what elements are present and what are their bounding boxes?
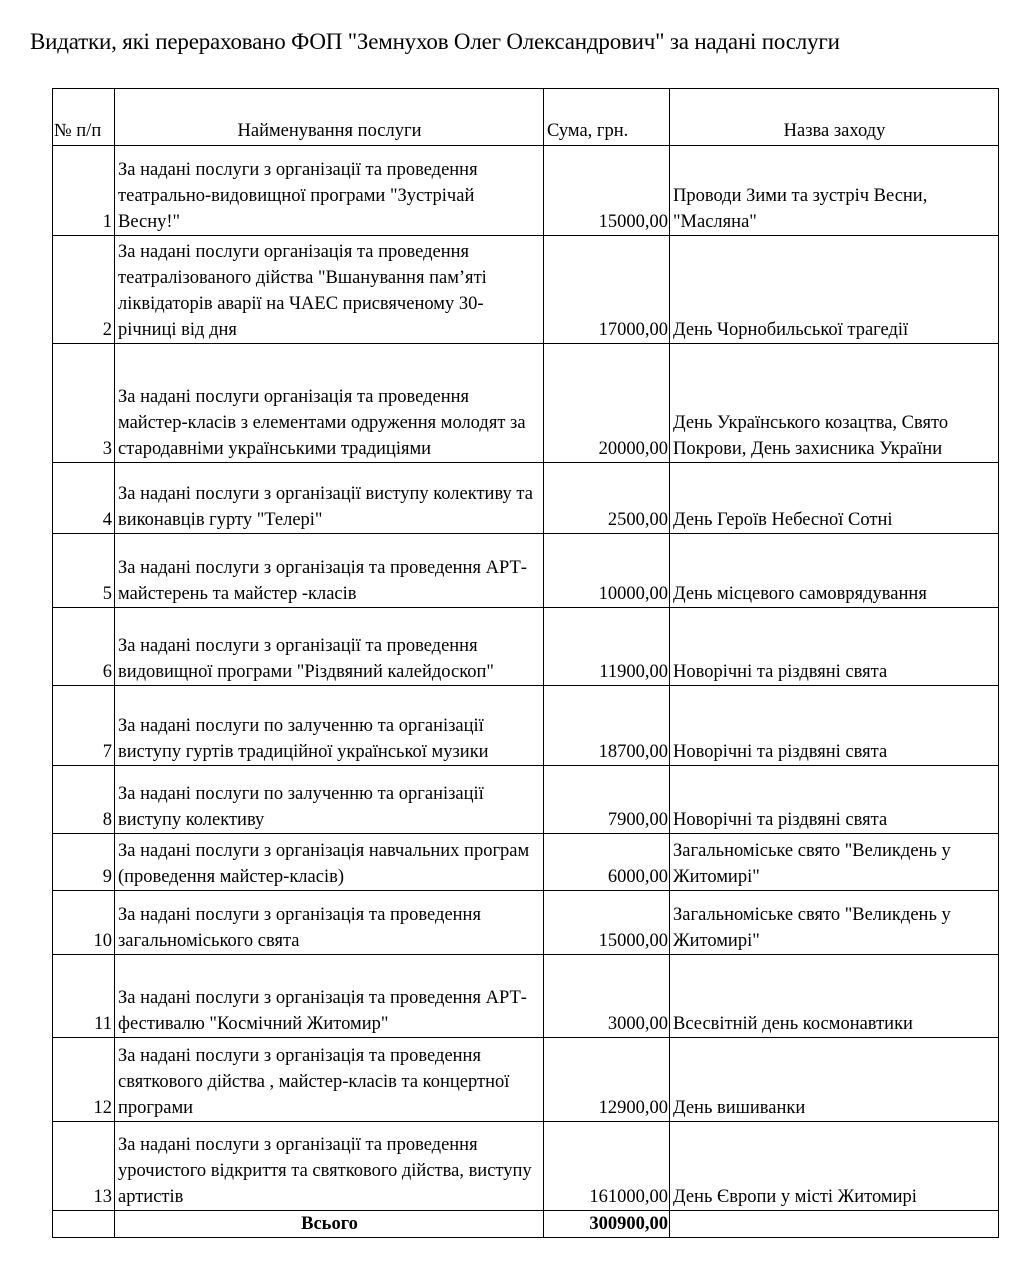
table-row (53, 534, 999, 608)
header-service-name: Найменування послуги (115, 89, 544, 146)
table-row (53, 686, 999, 766)
row-service-name: За надані послуги по залученню та організації виступу колективу (115, 766, 544, 834)
table-row (53, 463, 999, 534)
row-event-name: День Чорнобильської трагедії (670, 236, 999, 344)
table-row (53, 608, 999, 686)
table-row (53, 834, 999, 891)
row-event-name: Новорічні та різдвяні свята (670, 766, 999, 834)
table-row (53, 344, 999, 463)
total-event-cell (670, 1211, 999, 1238)
row-num: 9 (53, 834, 115, 891)
row-service-name: За надані послуги організація та проведення майстер-класів з елементами одруження молодят за стародавніми українськими традиціями (115, 344, 544, 463)
row-event-name: День місцевого самоврядування (670, 534, 999, 608)
table-row (53, 891, 999, 955)
table-row (53, 1122, 999, 1211)
row-num: 10 (53, 891, 115, 955)
table-row (53, 146, 999, 236)
row-event-name: День Європи у місті Житомирі (670, 1122, 999, 1211)
row-num: 3 (53, 344, 115, 463)
row-event-name: Загальноміське свято "Великдень у Житомирі" (670, 891, 999, 955)
row-service-name: За надані послуги з організація та проведення АРТ-фестивалю "Космічний Житомир" (115, 955, 544, 1038)
row-num: 4 (53, 463, 115, 534)
table-row (53, 766, 999, 834)
row-num: 8 (53, 766, 115, 834)
table-header-row (53, 89, 999, 146)
total-row (53, 1211, 999, 1238)
row-event-name: День Українського козацтва, Свято Покрови, День захисника України (670, 344, 999, 463)
table-row (53, 955, 999, 1038)
row-service-name: За надані послуги з організації та проведення видовищної програми "Різдвяний калейдоскоп" (115, 608, 544, 686)
row-num: 2 (53, 236, 115, 344)
row-num: 13 (53, 1122, 115, 1211)
row-sum: 6000,00 (544, 834, 670, 891)
row-sum: 20000,00 (544, 344, 670, 463)
header-event-name: Назва заходу (670, 89, 999, 146)
row-num: 5 (53, 534, 115, 608)
row-num: 7 (53, 686, 115, 766)
row-service-name: За надані послуги з організація та проведення загальноміського свята (115, 891, 544, 955)
row-sum: 7900,00 (544, 766, 670, 834)
row-service-name: За надані послуги з організація навчальних програм (проведення майстер-класів) (115, 834, 544, 891)
row-event-name: День вишиванки (670, 1038, 999, 1122)
header-num: № п/п (53, 89, 115, 146)
total-sum: 300900,00 (544, 1211, 670, 1238)
expenses-table (52, 88, 999, 1238)
row-sum: 3000,00 (544, 955, 670, 1038)
row-event-name: Проводи Зими та зустріч Весни, "Масляна" (670, 146, 999, 236)
document-title: Видатки, які перераховано ФОП "Земнухов Олег Олександрович" за надані послуги (30, 29, 840, 54)
row-service-name: За надані послуги по залученню та організації виступу гуртів традиційної української музики (115, 686, 544, 766)
row-sum: 161000,00 (544, 1122, 670, 1211)
row-event-name: Новорічні та різдвяні свята (670, 686, 999, 766)
row-service-name: За надані послуги з організація та проведення святкового дійства , майстер-класів та концертної програми (115, 1038, 544, 1122)
row-event-name: Загальноміське свято "Великдень у Житомирі" (670, 834, 999, 891)
row-num: 11 (53, 955, 115, 1038)
table-row (53, 236, 999, 344)
row-service-name: За надані послуги з організація та проведення АРТ-майстерень та майстер -класів (115, 534, 544, 608)
row-num: 6 (53, 608, 115, 686)
row-sum: 10000,00 (544, 534, 670, 608)
row-service-name: За надані послуги з організації та проведення театрально-видовищної програми "Зустрічай Весну!" (115, 146, 544, 236)
row-sum: 15000,00 (544, 891, 670, 955)
total-label: Всього (115, 1211, 544, 1238)
row-sum: 18700,00 (544, 686, 670, 766)
row-sum: 15000,00 (544, 146, 670, 236)
total-num-cell (53, 1211, 115, 1238)
row-sum: 17000,00 (544, 236, 670, 344)
row-sum: 11900,00 (544, 608, 670, 686)
row-sum: 2500,00 (544, 463, 670, 534)
row-event-name: День Героїв Небесної Сотні (670, 463, 999, 534)
row-num: 1 (53, 146, 115, 236)
header-sum: Сума, грн. (544, 89, 670, 146)
row-event-name: Всесвітній день космонавтики (670, 955, 999, 1038)
row-event-name: Новорічні та різдвяні свята (670, 608, 999, 686)
row-num: 12 (53, 1038, 115, 1122)
row-service-name: За надані послуги організація та проведення театралізованого дійства "Вшанування пам’яті ліквідаторів аварії на ЧАЕС присвяченому 30-річниці від дня (115, 236, 544, 344)
row-service-name: За надані послуги з організації виступу колективу та виконавців гурту "Телері" (115, 463, 544, 534)
row-service-name: За надані послуги з організації та проведення урочистого відкриття та святкового дійства, виступу артистів (115, 1122, 544, 1211)
table-row (53, 1038, 999, 1122)
row-sum: 12900,00 (544, 1038, 670, 1122)
